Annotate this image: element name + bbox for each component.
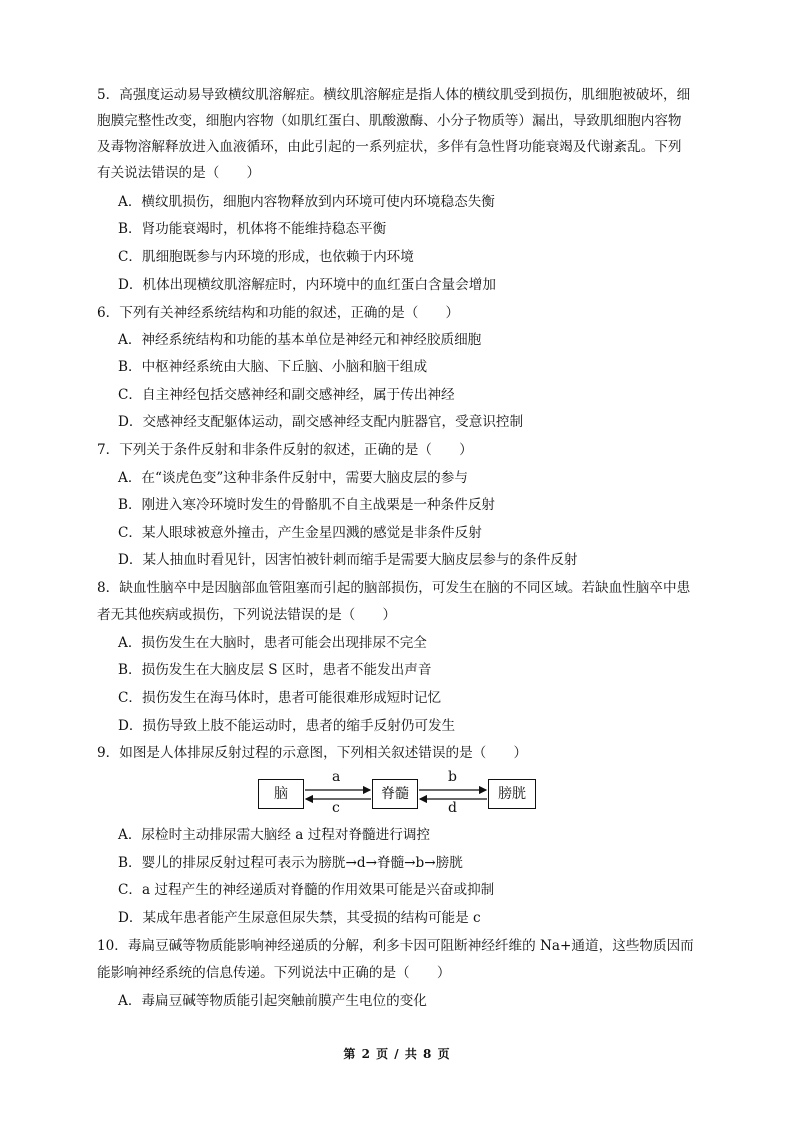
question-7-option-d: D．某人抽血时看见针，因害怕被针刺而缩手是需要大脑皮层参与的条件反射 [118,552,578,568]
question-8-option-c: C．损伤发生在海马体时，患者可能很难形成短时记忆 [118,690,442,706]
question-5-stem-line-4: 有关说法错误的是（ ） [97,165,261,181]
question-8-stem-line-2: 者无其他疾病或损伤，下列说法错误的是（ ） [97,607,397,623]
question-9-option-d: D．某成年患者能产生尿意但尿失禁，其受损的结构可能是 c [118,910,481,926]
question-6-option-a: A．神经系统结构和功能的基本单位是神经元和神经胶质细胞 [118,332,482,348]
question-5-stem-line-2: 胞膜完整性改变，细胞内容物（如肌红蛋白、肌酸激酶、小分子物质等）漏出，导致肌细胞内容物 [97,113,682,129]
question-6-option-d: D．交感神经支配躯体运动，副交感神经支配内脏器官，受意识控制 [118,414,524,430]
page-footer: 第 2 页 / 共 8 页 [343,1047,451,1061]
arrow-label-a: a [332,769,341,785]
question-9-option-b: B．婴儿的排尿反射过程可表示为膀胱→d→脊髓→b→膀胱 [118,855,463,871]
diagram-box-spinal-cord: 脊髓 [372,779,418,809]
question-10-stem-line-2: 能影响神经系统的信息传递。下列说法中正确的是（ ） [97,965,451,981]
diagram-box-bladder: 膀胱 [488,779,536,809]
question-5-option-d: D．机体出现横纹肌溶解症时，内环境中的血红蛋白含量会增加 [118,277,496,293]
question-9-option-a: A．尿检时主动排尿需大脑经 a 过程对脊髓进行调控 [118,827,431,843]
question-6-option-b: B．中枢神经系统由大脑、下丘脑、小脑和脑干组成 [118,359,428,375]
question-9-stem: 9．如图是人体排尿反射过程的示意图，下列相关叙述错误的是（ ） [97,745,528,761]
question-7-option-a: A．在“谈虎色变”这种非条件反射中，需要大脑皮层的参与 [118,470,468,486]
question-8-stem-line-1: 8．缺血性脑卒中是因脑部血管阻塞而引起的脑部损伤，可发生在脑的不同区域。若缺血性脑卒中患 [97,580,691,596]
question-10-option-a: A．毒扁豆碱等物质能引起突触前膜产生电位的变化 [118,993,427,1009]
question-6-option-c: C．自主神经包括交感神经和副交感神经，属于传出神经 [118,387,455,403]
arrow-label-b: b [448,769,457,785]
question-8-option-a: A．损伤发生在大脑时，患者可能会出现排尿不完全 [118,635,427,651]
question-5-stem-line-3: 及毒物溶解释放进入血液循环，由此引起的一系列症状，多伴有急性肾功能衰竭及代谢紊乱。下列 [97,139,682,155]
question-8-option-d: D．损伤导致上肢不能运动时，患者的缩手反射仍可发生 [118,718,456,734]
question-7-option-c: C．某人眼球被意外撞击，产生金星四溅的感觉是非条件反射 [118,525,482,541]
question-5-option-b: B．肾功能衰竭时，机体将不能维持稳态平衡 [118,221,387,237]
arrow-label-d: d [448,800,457,816]
question-5-option-a: A．横纹肌损伤，细胞内容物释放到内环境可使内环境稳态失衡 [118,194,495,210]
question-7-stem: 7．下列关于条件反射和非条件反射的叙述，正确的是（ ） [97,442,473,458]
reflex-diagram [258,769,538,819]
question-7-option-b: B．刚进入寒冷环境时发生的骨骼肌不自主战栗是一种条件反射 [118,497,496,513]
question-8-option-b: B．损伤发生在大脑皮层 S 区时，患者不能发出声音 [118,662,432,678]
arrow-label-c: c [332,800,340,816]
question-9-option-c: C．a 过程产生的神经递质对脊髓的作用效果可能是兴奋或抑制 [118,882,495,898]
diagram-arrows [258,775,538,819]
question-5-option-c: C．肌细胞既参与内环境的形成，也依赖于内环境 [118,249,414,265]
diagram-box-brain: 脑 [258,779,304,809]
question-5-stem-line-1: 5．高强度运动易导致横纹肌溶解症。横纹肌溶解症是指人体的横纹肌受到损伤，肌细胞被破坏，细 [97,87,691,103]
question-6-stem: 6．下列有关神经系统结构和功能的叙述，正确的是（ ） [97,305,460,321]
question-10-stem-line-1: 10．毒扁豆碱等物质能影响神经递质的分解，利多卡因可阻断神经纤维的 Na+通道，这些物质因而 [97,938,694,954]
